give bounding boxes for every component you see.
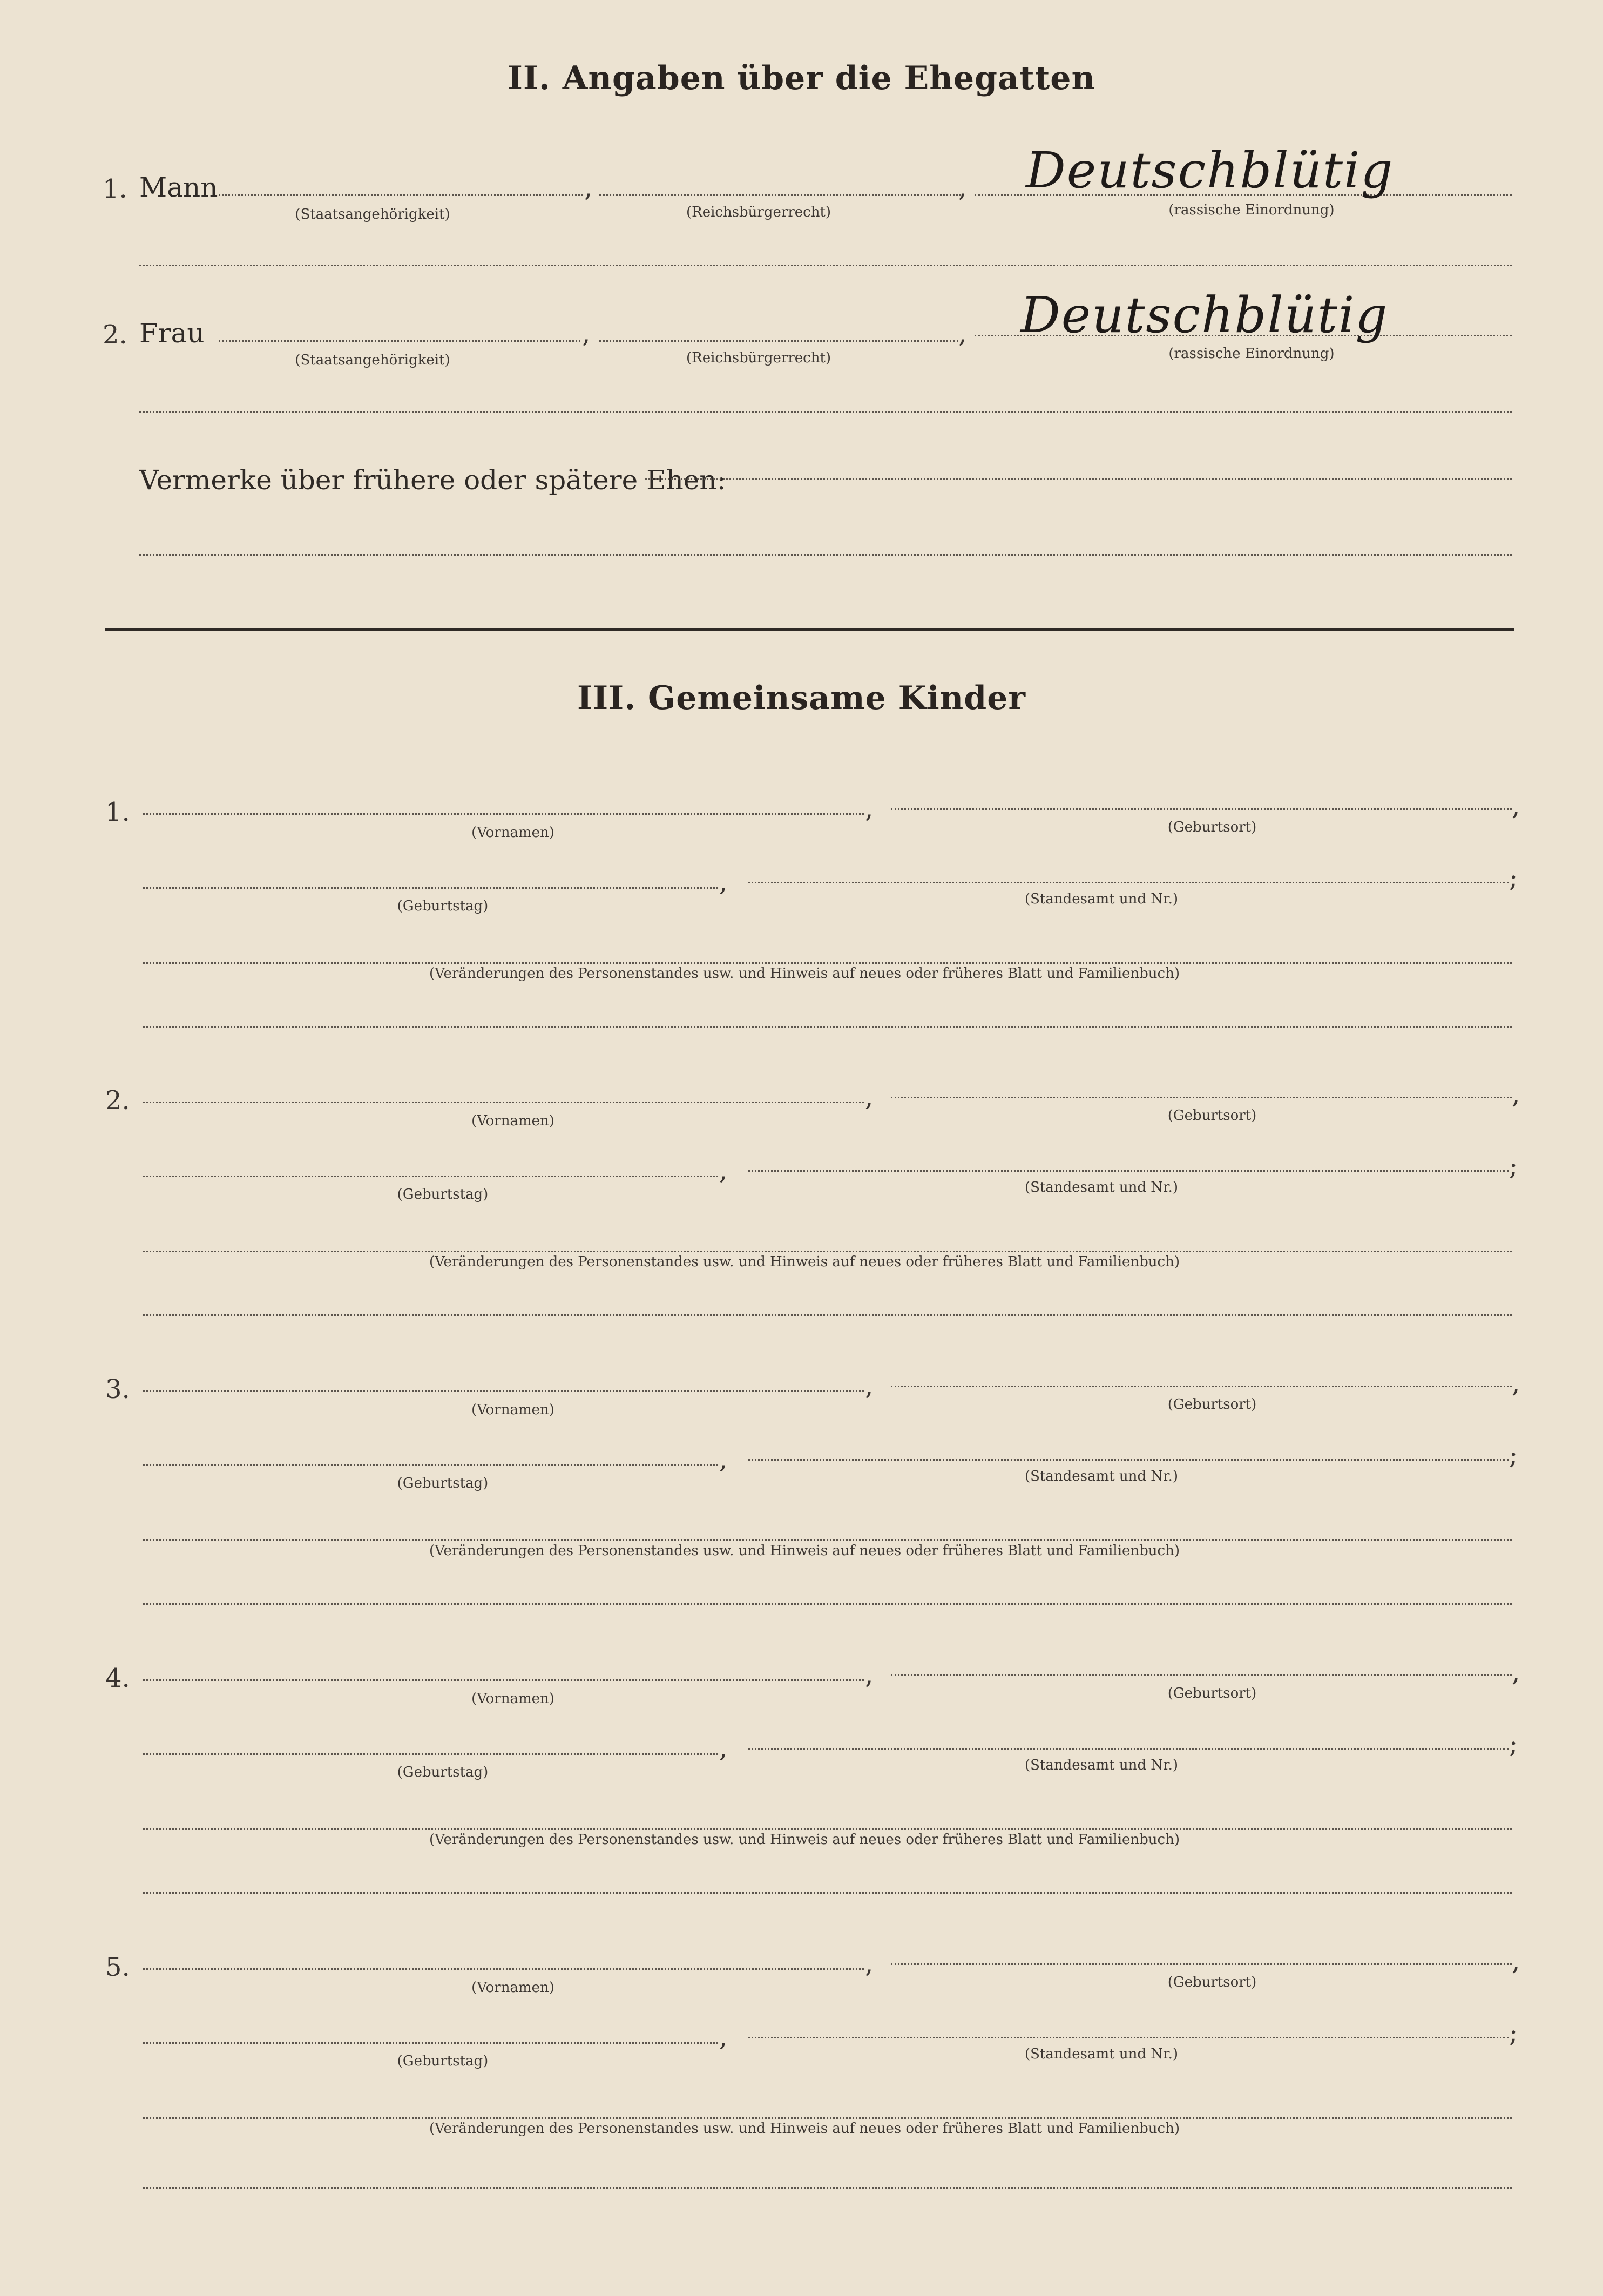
- caption-changes: (Veränderungen des Personenstandes usw. und Hinweis auf neues oder früheres Blatt und Familienbuch): [429, 1543, 1180, 1559]
- comma: ,: [865, 1660, 874, 1690]
- caption-registry: (Standesamt und Nr.): [1024, 891, 1179, 907]
- mann-racial-handwritten: Deutschblütig: [1026, 141, 1394, 199]
- comma: ,: [958, 173, 967, 203]
- comma: ,: [1512, 1657, 1520, 1687]
- child-birthplace-field[interactable]: [891, 1386, 1512, 1387]
- semicolon: ;: [1509, 1440, 1518, 1470]
- child-number: 3.: [105, 1374, 130, 1404]
- caption-birthdate: (Geburtstag): [397, 1764, 489, 1780]
- caption-citizenship: (Reichsbürgerrecht): [686, 204, 831, 220]
- child-first-names-field[interactable]: [143, 1390, 864, 1392]
- child-registry-field[interactable]: [748, 1170, 1509, 1172]
- caption-first-names: (Vornamen): [471, 825, 554, 841]
- caption-birthplace: (Geburtsort): [1167, 1396, 1257, 1413]
- comma: ,: [719, 1156, 728, 1186]
- section-iii-title: III. Gemeinsame Kinder: [577, 679, 1026, 717]
- child-birthdate-field[interactable]: [143, 887, 718, 889]
- child-number: 5.: [105, 1952, 130, 1982]
- comma: ,: [865, 1371, 874, 1401]
- caption-birthplace: (Geburtsort): [1167, 1685, 1257, 1701]
- caption-changes: (Veränderungen des Personenstandes usw. und Hinweis auf neues oder früheres Blatt und Familienbuch): [429, 1254, 1180, 1270]
- caption-first-names: (Vornamen): [471, 1113, 554, 1129]
- semicolon: ;: [1509, 1151, 1518, 1181]
- child-registry-field[interactable]: [748, 882, 1509, 883]
- comma: ,: [584, 173, 593, 203]
- child-registry-field[interactable]: [748, 2037, 1509, 2038]
- comma: ,: [719, 1444, 728, 1475]
- caption-nationality: (Staatsangehörigkeit): [295, 206, 450, 222]
- child-number: 4.: [105, 1663, 130, 1693]
- comma: ,: [582, 319, 591, 349]
- caption-racial: (rassische Einordnung): [1168, 202, 1335, 218]
- child-changes-field[interactable]: [143, 962, 1512, 964]
- semicolon: ;: [1509, 863, 1518, 893]
- comma: ,: [865, 1949, 874, 1979]
- caption-registry: (Standesamt und Nr.): [1024, 1468, 1179, 1484]
- caption-registry: (Standesamt und Nr.): [1024, 2046, 1179, 2062]
- child-registry-field[interactable]: [748, 1459, 1509, 1461]
- semicolon: ;: [1509, 1729, 1518, 1759]
- child-birthdate-field[interactable]: [143, 1176, 718, 1177]
- frau-extra-line[interactable]: [139, 411, 1512, 413]
- child-changes-field-2[interactable]: [143, 2187, 1512, 2189]
- caption-changes: (Veränderungen des Personenstandes usw. und Hinweis auf neues oder früheres Blatt und Familienbuch): [429, 1832, 1180, 1848]
- caption-birthdate: (Geburtstag): [397, 1475, 489, 1491]
- caption-birthplace: (Geburtsort): [1167, 1108, 1257, 1124]
- caption-citizenship: (Reichsbürgerrecht): [686, 350, 831, 366]
- section-ii-title: II. Angaben über die Ehegatten: [507, 59, 1096, 97]
- comma: ,: [719, 867, 728, 897]
- mann-nationality-field[interactable]: [219, 194, 583, 196]
- child-registry-field[interactable]: [748, 1748, 1509, 1750]
- mann-citizenship-field[interactable]: [599, 194, 961, 196]
- caption-birthplace: (Geburtsort): [1167, 1974, 1257, 1990]
- spouse-number: 2.: [103, 320, 127, 350]
- caption-birthdate: (Geburtstag): [397, 1186, 489, 1203]
- child-birthplace-field[interactable]: [891, 1097, 1512, 1098]
- child-first-names-field[interactable]: [143, 1679, 864, 1681]
- child-birthdate-field[interactable]: [143, 1753, 718, 1755]
- child-changes-field[interactable]: [143, 1539, 1512, 1541]
- remarks-label: Vermerke über frühere oder spätere Ehen:: [139, 464, 726, 496]
- caption-first-names: (Vornamen): [471, 1691, 554, 1707]
- caption-first-names: (Vornamen): [471, 1980, 554, 1996]
- comma: ,: [1512, 1368, 1520, 1399]
- child-first-names-field[interactable]: [143, 1102, 864, 1103]
- child-birthplace-field[interactable]: [891, 808, 1512, 810]
- caption-birthdate: (Geburtstag): [397, 2053, 489, 2069]
- child-birthdate-field[interactable]: [143, 2042, 718, 2044]
- comma: ,: [865, 1082, 874, 1112]
- caption-nationality: (Staatsangehörigkeit): [295, 352, 450, 368]
- comma: ,: [719, 2022, 728, 2052]
- spouse-label-frau: Frau: [139, 318, 205, 349]
- child-first-names-field[interactable]: [143, 813, 864, 815]
- comma: ,: [958, 319, 967, 349]
- mann-extra-line[interactable]: [139, 265, 1512, 266]
- child-changes-field-2[interactable]: [143, 1892, 1512, 1894]
- child-changes-field[interactable]: [143, 2117, 1512, 2119]
- caption-birthplace: (Geburtsort): [1167, 819, 1257, 835]
- child-birthplace-field[interactable]: [891, 1674, 1512, 1676]
- caption-registry: (Standesamt und Nr.): [1024, 1179, 1179, 1196]
- child-birthdate-field[interactable]: [143, 1464, 718, 1466]
- frau-racial-handwritten: Deutschblütig: [1020, 286, 1389, 344]
- child-changes-field-2[interactable]: [143, 1314, 1512, 1316]
- child-number: 1.: [105, 797, 130, 827]
- caption-registry: (Standesamt und Nr.): [1024, 1757, 1179, 1773]
- child-changes-field-2[interactable]: [143, 1603, 1512, 1605]
- child-changes-field[interactable]: [143, 1828, 1512, 1830]
- frau-citizenship-field[interactable]: [599, 340, 958, 342]
- semicolon: ;: [1509, 2018, 1518, 2048]
- child-first-names-field[interactable]: [143, 1968, 864, 1970]
- remarks-field-2[interactable]: [139, 554, 1512, 556]
- comma: ,: [1512, 791, 1520, 821]
- caption-changes: (Veränderungen des Personenstandes usw. und Hinweis auf neues oder früheres Blatt und Familienbuch): [429, 965, 1180, 982]
- spouse-label-mann: Mann: [139, 172, 218, 203]
- section-divider: [105, 628, 1514, 631]
- caption-racial: (rassische Einordnung): [1168, 346, 1335, 362]
- comma: ,: [1512, 1079, 1520, 1110]
- child-number: 2.: [105, 1085, 130, 1116]
- comma: ,: [1512, 1946, 1520, 1976]
- comma: ,: [865, 794, 874, 824]
- caption-birthdate: (Geburtstag): [397, 898, 489, 914]
- spouse-number: 1.: [103, 174, 127, 204]
- caption-first-names: (Vornamen): [471, 1402, 554, 1418]
- remarks-field[interactable]: [645, 478, 1512, 480]
- child-birthplace-field[interactable]: [891, 1963, 1512, 1965]
- comma: ,: [719, 1733, 728, 1764]
- frau-nationality-field[interactable]: [219, 340, 580, 342]
- caption-changes: (Veränderungen des Personenstandes usw. und Hinweis auf neues oder früheres Blatt und Familienbuch): [429, 2121, 1180, 2137]
- child-changes-field[interactable]: [143, 1251, 1512, 1252]
- child-changes-field-2[interactable]: [143, 1026, 1512, 1028]
